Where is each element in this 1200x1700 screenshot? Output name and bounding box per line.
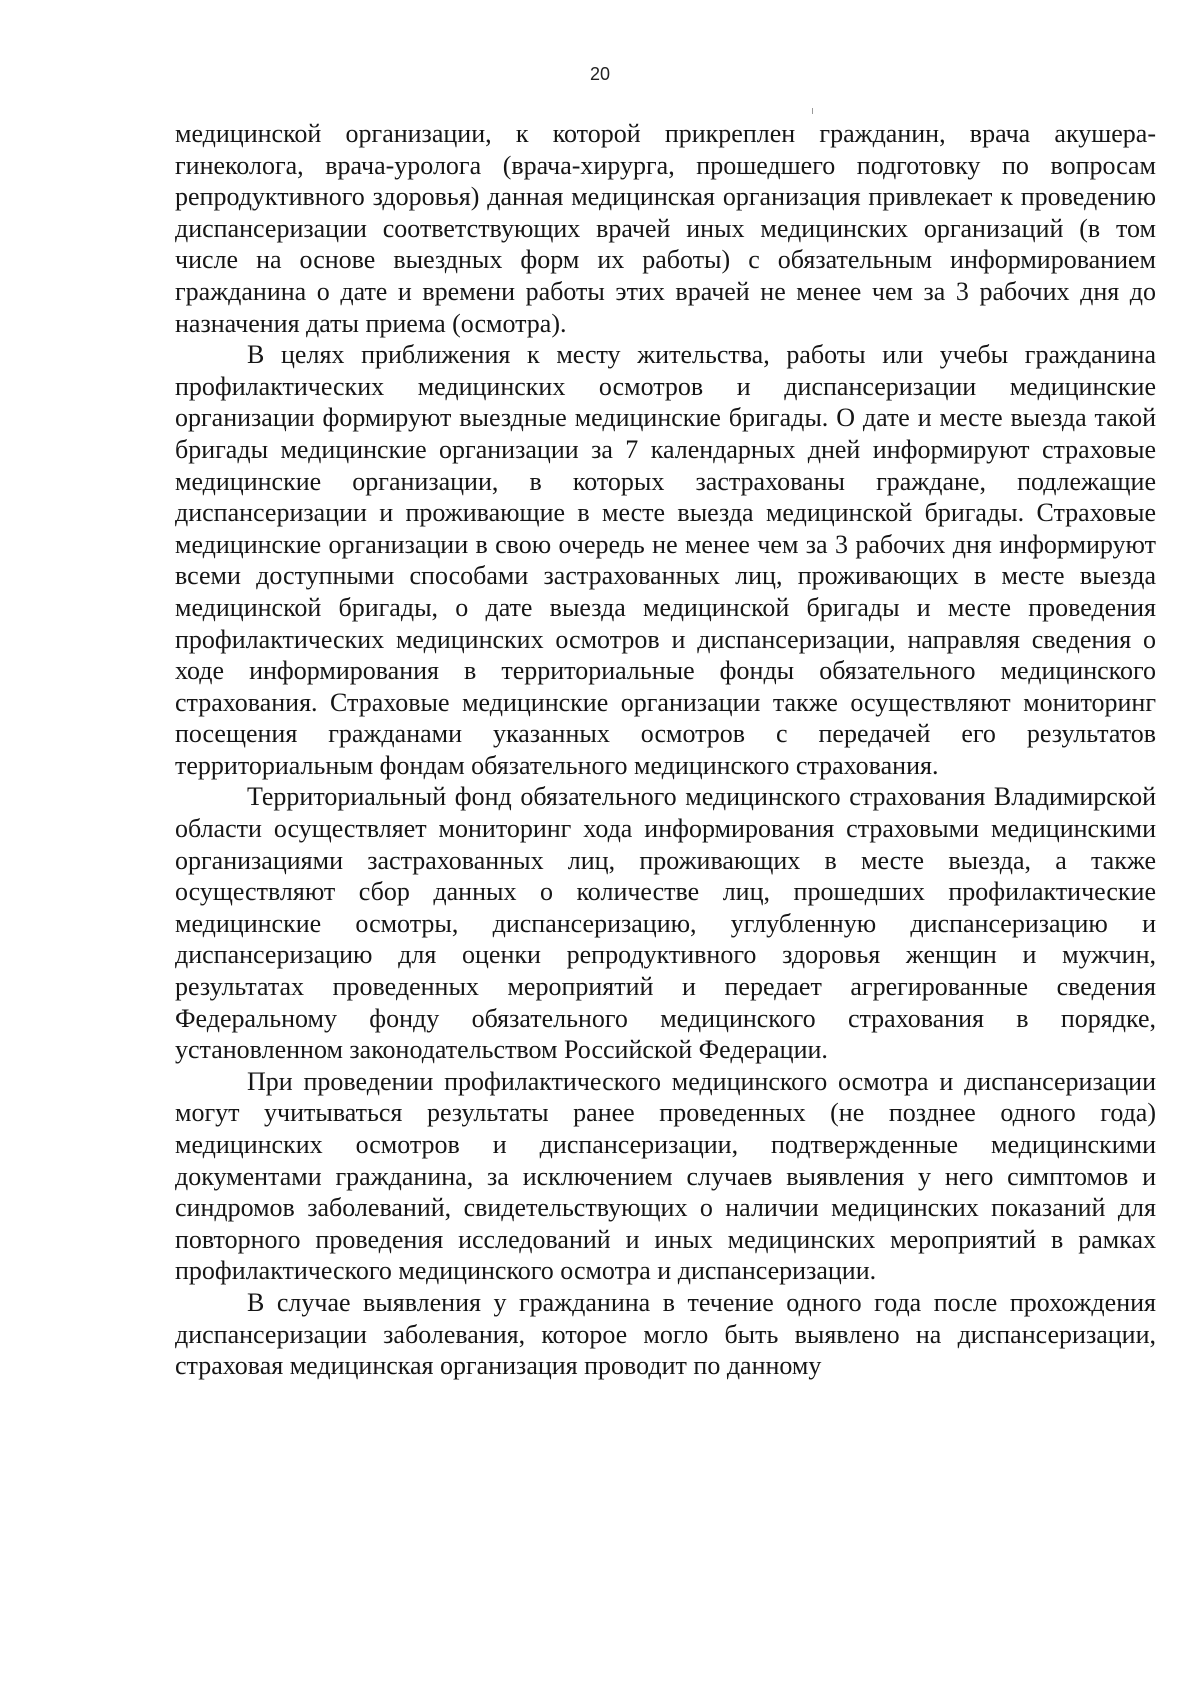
paragraph: В целях приближения к месту жительства, работы или учебы гражданина профилактических медицинских осмотров и диспансеризации медицинские организации формируют выездные медицинские бригады. О дате и месте выезда такой бригады медицинские организации за 7 календарных дней информируют страховые медицинские организации, в которых застрахованы граждане, подлежащие диспансеризации и проживающие в месте выезда медицинской бригады. Страховые медицинские организации в свою очередь не менее чем за 3 рабочих дня информируют всеми доступными способами застрахованных лиц, проживающих в месте выезда медицинской бригады, о дате выезда медицинской бригады и месте проведения профилактических медицинских осмотров и диспансеризации, направляя сведения о ходе информирования в территориальные фонды обязательного медицинского страхования. Страховые медицинские организации также осуществляют мониторинг посещения гражданами указанных осмотров с передачей его результатов территориальным фондам обязательного медицинского страхования. <box>175 340 1156 780</box>
document-body <box>175 118 1156 1382</box>
paragraph: В случае выявления у гражданина в течение одного года после прохождения диспансеризации заболевания, которое могло быть выявлено на диспансеризации, страховая медицинская организация проводит по данному <box>175 1287 1156 1381</box>
page-number: 20 <box>589 64 611 84</box>
scan-mark <box>812 108 813 114</box>
paragraph: медицинской организации, к которой прикреплен гражданин, врача акушера-гинеколога, врача-уролога (врача-хирурга, прошедшего подготовку по вопросам репродуктивного здоровья) данная медицинская организация привлекает к проведению диспансеризации соответствующих врачей иных медицинских организаций (в том числе на основе выездных форм их работы) с обязательным информированием гражданина о дате и времени работы этих врачей не менее чем за 3 рабочих дня до назначения даты приема (осмотра). <box>175 119 1156 338</box>
paragraph: При проведении профилактического медицинского осмотра и диспансеризации могут учитываться результаты ранее проведенных (не позднее одного года) медицинских осмотров и диспансеризации, подтвержденные медицинскими документами гражданина, за исключением случаев выявления у него симптомов и синдромов заболеваний, свидетельствующих о наличии медицинских показаний для повторного проведения исследований и иных медицинских мероприятий в рамках профилактического медицинского осмотра и диспансеризации. <box>175 1066 1156 1286</box>
paragraph: Территориальный фонд обязательного медицинского страхования Владимирской области осуществляет мониторинг хода информирования страховыми медицинскими организациями застрахованных лиц, проживающих в месте выезда, а также осуществляют сбор данных о количестве лиц, прошедших профилактические медицинские осмотры, диспансеризацию, углубленную диспансеризацию и диспансеризацию для оценки репродуктивного здоровья женщин и мужчин, результатах проведенных мероприятий и передает агрегированные сведения Федеральному фонду обязательного медицинского страхования в порядке, установленном законодательством Российской Федерации. <box>175 782 1156 1065</box>
